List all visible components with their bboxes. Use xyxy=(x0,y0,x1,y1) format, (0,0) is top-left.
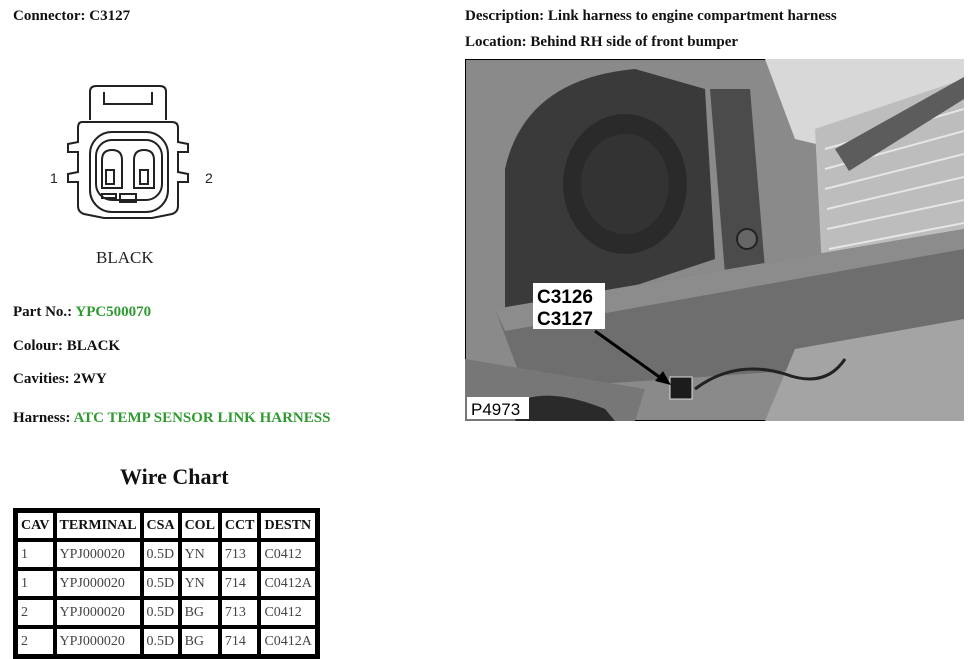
cell-terminal: YPJ000020 xyxy=(55,598,142,627)
connector-line xyxy=(13,8,130,25)
description-value: Link harness to engine compartment harness xyxy=(547,8,837,24)
pin-1-label: 1 xyxy=(50,170,58,186)
col-col: COL xyxy=(180,511,220,540)
harness-line xyxy=(13,410,330,427)
cavities-value: 2WY xyxy=(73,371,107,387)
harness-label: Harness: xyxy=(13,410,71,426)
location-label: Location: xyxy=(465,34,527,50)
table-row xyxy=(16,569,317,598)
cell-terminal: YPJ000020 xyxy=(55,540,142,569)
description-line xyxy=(465,8,837,25)
cell-cct: 714 xyxy=(220,627,260,656)
diagram-colour-caption: BLACK xyxy=(96,248,154,267)
col-terminal: TERMINAL xyxy=(55,511,142,540)
wire-chart-table xyxy=(13,508,320,659)
cell-csa: 0.5D xyxy=(142,598,180,627)
cell-col: BG xyxy=(180,598,220,627)
table-row xyxy=(16,598,317,627)
col-destn: DESTN xyxy=(259,511,316,540)
description-label: Description: xyxy=(465,8,545,24)
cell-destn: C0412A xyxy=(259,569,316,598)
cell-csa: 0.5D xyxy=(142,627,180,656)
cell-terminal: YPJ000020 xyxy=(55,627,142,656)
cavities-label: Cavities: xyxy=(13,371,70,387)
cell-cct: 714 xyxy=(220,569,260,598)
cavities-line xyxy=(13,371,107,388)
cell-cav: 1 xyxy=(16,540,55,569)
col-cav: CAV xyxy=(16,511,55,540)
cell-cav: 2 xyxy=(16,627,55,656)
cell-col: YN xyxy=(180,540,220,569)
col-cct: CCT xyxy=(220,511,260,540)
connector-value: C3127 xyxy=(89,8,131,24)
cell-csa: 0.5D xyxy=(142,540,180,569)
callout-c3126: C3126 xyxy=(537,287,593,308)
cell-destn: C0412A xyxy=(259,627,316,656)
pin-2-label: 2 xyxy=(205,170,213,186)
wire-chart-title: Wire Chart xyxy=(120,464,229,489)
cell-csa: 0.5D xyxy=(142,569,180,598)
figure-id: P4973 xyxy=(471,400,521,419)
cell-cct: 713 xyxy=(220,540,260,569)
cell-col: YN xyxy=(180,569,220,598)
callout-c3127: C3127 xyxy=(537,309,593,330)
cell-destn: C0412 xyxy=(259,540,316,569)
cell-terminal: YPJ000020 xyxy=(55,569,142,598)
location-line xyxy=(465,34,738,51)
table-row xyxy=(16,627,317,656)
cell-col: BG xyxy=(180,627,220,656)
part-no-label: Part No.: xyxy=(13,304,73,320)
wire-chart-header-row xyxy=(16,511,317,540)
table-row xyxy=(16,540,317,569)
cell-destn: C0412 xyxy=(259,598,316,627)
connector-label: Connector: xyxy=(13,8,86,24)
location-photo xyxy=(465,59,964,421)
cell-cct: 713 xyxy=(220,598,260,627)
colour-line xyxy=(13,338,120,355)
location-value: Behind RH side of front bumper xyxy=(530,34,739,50)
col-csa: CSA xyxy=(142,511,180,540)
colour-value: BLACK xyxy=(66,338,121,354)
cell-cav: 1 xyxy=(16,569,55,598)
cell-cav: 2 xyxy=(16,598,55,627)
connector-face-diagram xyxy=(40,80,240,280)
part-no-line xyxy=(13,304,151,321)
colour-label: Colour: xyxy=(13,338,63,354)
part-no-link[interactable]: YPC500070 xyxy=(75,304,152,320)
harness-link[interactable]: ATC TEMP SENSOR LINK HARNESS xyxy=(73,410,331,426)
